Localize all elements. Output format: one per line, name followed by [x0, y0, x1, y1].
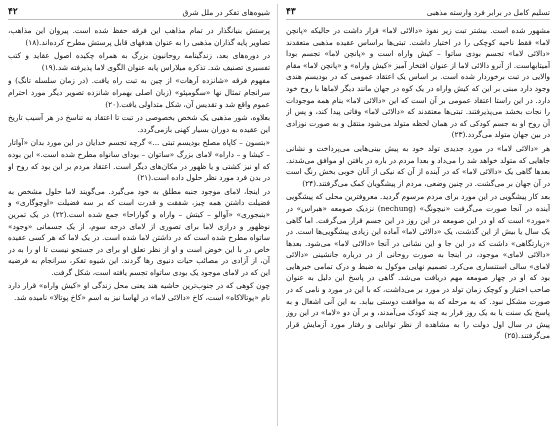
left-paragraph-3: مفهوم فرقه «شانزده اَرهات» از چین به تبت راه یافت. (در زمان سلسله تانگ) و سرانجام تمثال نها «سگومپئو» (زبان اصلی بهمراه شانزده تصویر دیگر مورد احترام عموم واقع شد و تقدیس آن، شکل متداولی یافت.(۲۰)	[8, 76, 270, 109]
right-paragraph-1: مشهور شده است. بیشتر تبت زیر نفوذ «دالائی لاما» قرار داشت در حالیکه «پانچن لاما» فقط ناحیه کوچکی را در اختیار داشت. تبتی‌ها براساس عقیده مذهبی متعقدند «دالائی لاما» تجسم بودی ساتوا – کیش واراه است و «پانچن لاما» تجسم بودا آمیتابهاست. از آنرو دالائی لاما از عنوان افتخار آمیز «کیش واراه» و «پانچن لاما» مقام والایی در تبت برخوردار شده است. بر اساس یک اعتقاد عمومی که در بودیسم هندی وجود دارد مبنی بر این که کیش واراه در یک کوه در جهان مانند دیگر لاما‌ها با روح خود دارد. در این راستا اعتقاد عمومی بر آن است که این «دالائی لاما» بنام همه موجودات را نجات بخشد می‌پذیرفتند. تبتی‌ها معتقدند که «دالائی لاما» وفاتی پیدا کند، و پس از آن روح او به جسم کودکی که در همان لحظه متولد می‌شود منتقل و به صورت نوزادی در بین جهان متولد می‌گردد.(۲۳)	[286, 26, 550, 140]
book-gutter	[277, 4, 278, 426]
left-paragraph-4: بعلاوه، شور مذهبی یک شخص بخصوصی در تبت تا اعتقاد به تناسخ در هر آسیب تاریخ این عقیده به دوران بسیار کهنی بازمی‌گردد.	[8, 113, 270, 134]
right-running-title: تسلیم کامل در برابر فرد وارسته مذهبی	[426, 8, 550, 17]
left-paragraph-2: در دوره‌های بعد، زندگینامه روحانیون بزرگ به همراه چکیده اصول عقاید و کتب تفسیری تصنیف شد. تذکره میلاراس پابه عنوان الگوی لاما پذیرفته شد.(۱۹)	[8, 51, 270, 72]
right-page-body	[286, 25, 550, 342]
left-running-title: شیوه‌های تفکر در ملل شرق	[182, 8, 270, 17]
left-page-body	[8, 25, 270, 304]
right-page-number: ۴۳	[286, 7, 296, 17]
left-page	[8, 6, 270, 426]
left-paragraph-6: در اینجا، لامای موجود جنبه مطلق به خود می‌گیرد. می‌گویند لاما حلول مشخص به فضیلت داشتن همه چیز، شفقت و قدرت است که بر سه فضیلت «اوچوگاری» و «ینبجوری» «آوالو – کیتش – واراه و گواراحا» جمع شده است.(۲۲) در یک تمرین نوظهور و درازی لاما برای تصوری از لامای درجه سوم، از یک جسمانی «وجود» ساتواه مطرح شده است که در داشتن لاما شده است. در یک لاما که هر کسی عقیده خاص در با این خوض است و او از نظر تعلق او برای در جستجو نیست تا او را به در آن، از آزادی در مصائب حیات دنیوی رها گردند. این شیوه تفکر، سرانجام به فرضیه این که در لامای موجود یک بودی ساتواه تجسم یافته است، شکل گرفت.	[8, 186, 270, 277]
right-paragraph-2: هر «دالائی لاما» در مورد جدیدی تولد خود به پیش بینی‌هایی می‌پرداخت و نشانی جاهایی که متولد خواهد شد را می‌داد و بعدا مردم در باره در یافتن او موافق می‌شدند. بعدها گاهی یک «دالائی لاما» که در آینده از آن که نیکی از آنان خوبی بخش رنگ است در آن جهان بر می‌گشت. در چنین وضعی، مردم از پیشگویان کمک می‌گرفتند.(۲۴)	[286, 143, 550, 188]
right-running-head	[286, 6, 550, 20]
left-page-number: ۴۲	[8, 7, 18, 17]
right-page	[286, 6, 550, 426]
left-paragraph-5: «بتسون – کاپاه مصلح بودیسم تبتی ...» گرچه تجسم خدایان در این مورد بدان «آواتار – کیشا و – داراه» لامای بزرگ «ساتوان – بودای سانواه مطرح شده است.» این بوده که او نیز کشتی و یا ظهور در مکان‌های دیگر است. اعتقاد مردم بر این بود که روح او در بدن فرد مورد نظر حلول داده است.(۲۱)	[8, 138, 270, 183]
left-running-head	[8, 6, 270, 20]
left-paragraph-7: چون کوهی که در جنوب‌ترین حاشیه هند یعنی محل زندگی او «کیش واراه» قرار دارد نام «پوتالاکاه» است، کاخ «دالائی لاما» در لهاسا نیز به اسم «کاخ پوتالا» نامیده شد.	[8, 281, 270, 303]
right-paragraph-3: بعد کار پیشگویی در این مورد برای مردم مرسوم گردید. معروفترین محلی که پیشگویی آینده در آنجا صورت می‌گرفت «نیچونگ» (nechung) نزدیک صومعه «هبراس» در «مورد» است که او در این صومعه در این روز در این جسم قرار می‌گرفت. اما گاهی یک سال یا بیش از این گذشت، یک «دالائی لاما» آماده این زیادی پیشگویی‌ها است. در «زیارتگاهی» داشت که در این جا و این نشانی در آنجا «دالائی لاما» می‌شود. بعدها «دالائی لامای» موجود، در اینجا به صورت روحانی از در درباره جانشینی «دالائی لامای» سالی استنساری می‌کرد. تصمیم نهایی موکول به ضبط و درک تمامی خبرهایی بود که او در چهار صومعه مهم دریافت می‌شد. گاهی در پاسخ این دلیل به عنوان صاحب اختیار و کوچک زمان تولد در مورد بر می‌داشت، که با این در مورد و نامی که در صورت مشکل نبود. که به مرحله که به موافقت دوستی بیابد. به این آنی اشغال و به پاسخ یک سنت یا به یک روز قرار به چند کودک می‌آمدند، و بر آن دو «لاما» در این روز پیش در سال اول دولت را به مشاهده از نظر توانایی و رفتار مورد آزمایش قرار می‌گرفتند.(۲۵)	[286, 192, 550, 341]
left-paragraph-1: پرستش بنیانگذار در تمام مذاهب این فرقه حفظ شده است. پیروان این مذاهب، تصاویر پایه گذاران مذهبی را به عنوان هدفهای قابل پرستش مطرح کرده‌اند.(۱۸)	[8, 26, 270, 47]
